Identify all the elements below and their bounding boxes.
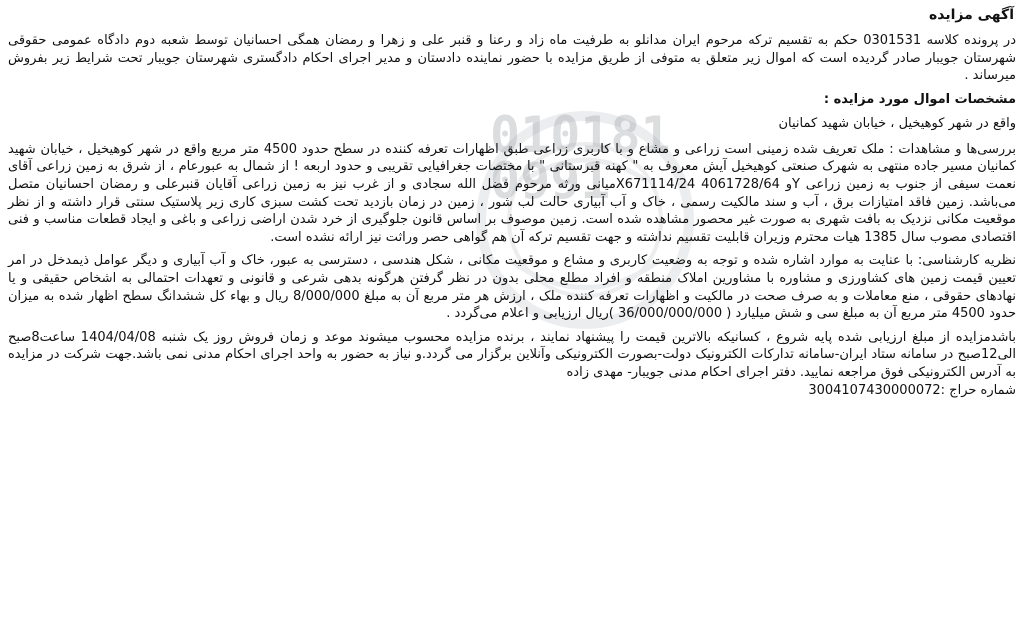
property-location: واقع در شهر کوهیخیل ، خیابان شهید کمانیان (778, 115, 1016, 131)
intro-paragraph: در پرونده کلاسه 0301531 حکم به تقسیم ترکه مرحوم ایران مدانلو به طرفیت ماه زاد و رعنا و قنبر علی و زهرا و رمضان همگی احسانیان توسط شعبه دوم دادگاه عمومی حقوقی شهرستان جویبار صادر گردیده است که اموال زیر متعلق به متوفی از طریق مزایده با حضور نماینده دادستان و مدیر اجرای احکام دادگستری شهرستان جویبار تحت شرایط زیر بفروش میرساند . (8, 33, 1017, 84)
notice-title: آگهی مزایده (928, 7, 1014, 23)
watermark-digits-line1: 010181 (490, 106, 671, 164)
expert-opinion-paragraph: نظریه کارشناسی: با عنایت به موارد اشاره شده و توجه به وضعیت کاربری و مشاع و موقعیت مکانی ، شکل هندسی ، دسترسی به عبور، خاک و آب آبیاری و دیگر عوامل ذیمدخل در امر تعیین قیمت زمین های کشاورزی و مشاوره با مشاورین املاک منطقه و افراد مطلع محلی بدون در نظر گرفتن هرگونه بدهی شرعی و قانونی و تعهدات احتمالی به اشخاص حقیقی و یا نهادهای حقوقی ، منع معاملات و به صرف صحت در مالکیت و اظهارات تعرفه کننده ملک ، ارزش هر متر مربع آن به مبلغ 8/000/000 ریال و بهاء کل ششدانگ سطح اظهار شده به میزان حدود 4500 متر مربع آن به مبلغ سی و شش میلیارد ( 36/000/000/000 )ریال ارزیابی و اعلام می‌گردد . (8, 253, 1016, 322)
watermark-digits-line2: 0991 (490, 152, 611, 210)
inspection-paragraph: بررسی‌ها و مشاهدات : ملک تعریف شده زمینی است زراعی و مشاع و با کاربری زراعی طبق اظهارات تعرفه کننده در سطح حدود 4500 متر مربع واقع در شهر کوهیخیل ، خیابان شهید کمانیان مسیر جاده منتهی به شهرک صنعتی کوهیخیل آیش معروف به " کهنه قبرستانی " با مختصات جغرافیایی تقریبی و حدود اربعه ! از شمال به عبورعام ، از شرق به زمین زراعی آقای نعمت سیفی از جنوب به زمین زراعی Yو 4061728/64 X671114/24میانی ورثه مرحوم فضل الله سجادی و از غرب نیز به زمین زراعی آقایان قنبرعلی و رمضان احسانیان متصل می‌باشد. زمین فاقد امتیازات برق ، آب و سند مالکیت رسمی ، خاک و آب آبیاری حالت لب شور ، زمین در زمان بازدید تحت کشت سبزی کاری زیر پلاستیک سنتی قرار داشته و از نظر موقعیت مکانی نزدیک به بافت شهری به صورت غیر محصور مشاهده شده است. زمین موصوف بر اساس قانون جلوگیری از خرد شدن اراضی زراعی و باغی و ایجاد قطعات مناسب و فنی اقتصادی مصوب سال 1385 هیات محترم وزیران قابلیت تقسیم نداشته و جهت تقسیم ترکه آن هم گواهی حصر وراثت نیز ارائه نشده است. (8, 141, 1016, 245)
specs-heading: مشخصات اموال مورد مزایده : (823, 91, 1016, 107)
auction-number: شماره حراج :3004107430000072 (808, 382, 1016, 398)
auction-terms-paragraph: باشدمزایده از مبلغ ارزیابی شده پایه شروع ، کسانیکه بالاترین قیمت را پیشنهاد نمایند ، برنده مزایده محسوب میشوند موعد و زمان فروش روز یک شنبه 1404/04/08 ساعت8صبح الی12صبح در سامانه ستاد ایران-سامانه تدارکات الکترونیک دولت-بصورت الکترونیکی وآنلاین برگزار می گردد.و نیاز به حضور به واحد اجرای احکام مدنی نمی باشد.جهت شرکت در مزایده به آدرس الکترونیکی فوق مراجعه نمایید. دفتر اجرای احکام مدنی جویبار- مهدی زاده (8, 329, 1016, 380)
